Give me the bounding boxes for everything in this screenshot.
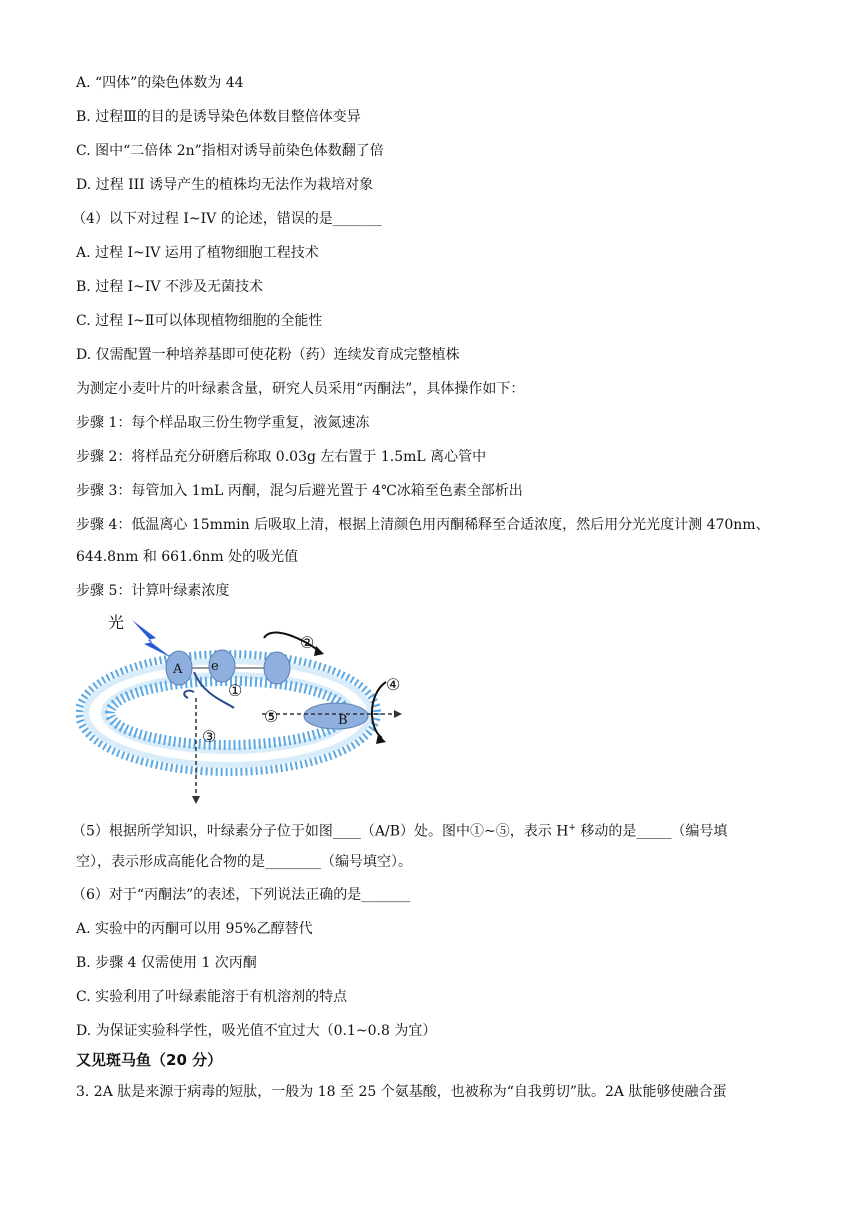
q4-option-d: D. 仅需配置一种培养基即可使花粉（药）连续发育成完整植株 bbox=[76, 347, 460, 363]
q6-option-b: B. 步骤 4 仅需使用 1 次丙酮 bbox=[76, 955, 257, 971]
protein-complex-right bbox=[264, 652, 290, 684]
experiment-intro: 为测定小麦叶片的叶绿素含量，研究人员采用“丙酮法”，具体操作如下： bbox=[76, 381, 525, 397]
question-6-stem: （6）对于“丙酮法”的表述，下列说法正确的是_______ bbox=[72, 887, 411, 903]
question-5-line-1 bbox=[72, 818, 727, 842]
section-heading: 又见斑马鱼（20 分） bbox=[76, 1051, 223, 1069]
option-d: D. 过程 III 诱导产生的植株均无法作为栽培对象 bbox=[76, 177, 374, 193]
step-2: 步骤 2：将样品充分研磨后称取 0.03g 左右置于 1.5mL 离心管中 bbox=[76, 449, 487, 465]
option-a: A. “四体”的染色体数为 44 bbox=[76, 75, 244, 91]
question-5-line-2: 空），表示形成高能化合物的是________（编号填空）。 bbox=[76, 854, 412, 870]
label-e: e bbox=[211, 659, 219, 674]
q6-option-a: A. 实验中的丙酮可以用 95%乙醇替代 bbox=[76, 921, 313, 937]
label-b: B bbox=[338, 713, 348, 728]
q6-option-c: C. 实验利用了叶绿素能溶于有机溶剂的特点 bbox=[76, 989, 348, 1005]
q4-option-a: A. 过程 I~IV 运用了植物细胞工程技术 bbox=[76, 245, 319, 261]
q5-text-a: （5）根据所学知识，叶绿素分子位于如图____（A/B）处。图中①~⑤，表示 H bbox=[72, 823, 569, 840]
question-3-text: 3. 2A 肽是来源于病毒的短肽，一般为 18 至 25 个氨基酸，也被称为“自我剪切”肽。2A 肽能够使融合蛋 bbox=[76, 1084, 727, 1100]
step-1: 步骤 1：每个样品取三份生物学重复，液氮速冻 bbox=[76, 415, 370, 431]
label-num-4: ④ bbox=[386, 675, 401, 694]
arrow-5-head-icon bbox=[394, 710, 402, 718]
q4-option-c: C. 过程 I~Ⅱ可以体现植物细胞的全能性 bbox=[76, 313, 323, 329]
option-c: C. 图中“二倍体 2n”指相对诱导前染色体数翻了倍 bbox=[76, 143, 384, 159]
lightning-icon bbox=[132, 620, 172, 658]
step-4: 步骤 4：低温离心 15mmin 后吸取上清，根据上清颜色用丙酮稀释至合适浓度，然后用分光光度计测 470nm、 bbox=[76, 517, 770, 533]
protein-b bbox=[304, 703, 368, 729]
light-label: 光 bbox=[108, 613, 125, 632]
step-4-continued: 644.8nm 和 661.6nm 处的吸光值 bbox=[76, 549, 299, 565]
label-num-2: ② bbox=[300, 633, 315, 652]
arrow-small-icon bbox=[184, 691, 194, 698]
q4-option-b: B. 过程 I~IV 不涉及无菌技术 bbox=[76, 279, 263, 295]
q6-option-d: D. 为保证实验科学性，吸光值不宜过大（0.1~0.8 为宜） bbox=[76, 1023, 437, 1039]
step-5: 步骤 5：计算叶绿素浓度 bbox=[76, 583, 230, 599]
arrow-4-head-icon bbox=[376, 734, 386, 744]
label-num-5: ⑤ bbox=[264, 707, 279, 726]
q5-superscript: + bbox=[568, 823, 576, 833]
label-num-1: ① bbox=[228, 681, 243, 700]
label-a: A bbox=[173, 662, 183, 677]
step-3: 步骤 3：每管加入 1mL 丙酮，混匀后避光置于 4℃冰箱至色素全部析出 bbox=[76, 483, 523, 499]
thylakoid-membrane-diagram bbox=[76, 610, 416, 810]
q5-text-b: 移动的是_____（编号填 bbox=[575, 823, 728, 840]
arrow-3-head-icon bbox=[192, 796, 200, 804]
option-b: B. 过程Ⅲ的目的是诱导染色体数目整倍体变异 bbox=[76, 109, 361, 125]
label-num-3: ③ bbox=[202, 727, 217, 746]
question-4-stem: （4）以下对过程 I~IV 的论述，错误的是_______ bbox=[72, 211, 382, 227]
